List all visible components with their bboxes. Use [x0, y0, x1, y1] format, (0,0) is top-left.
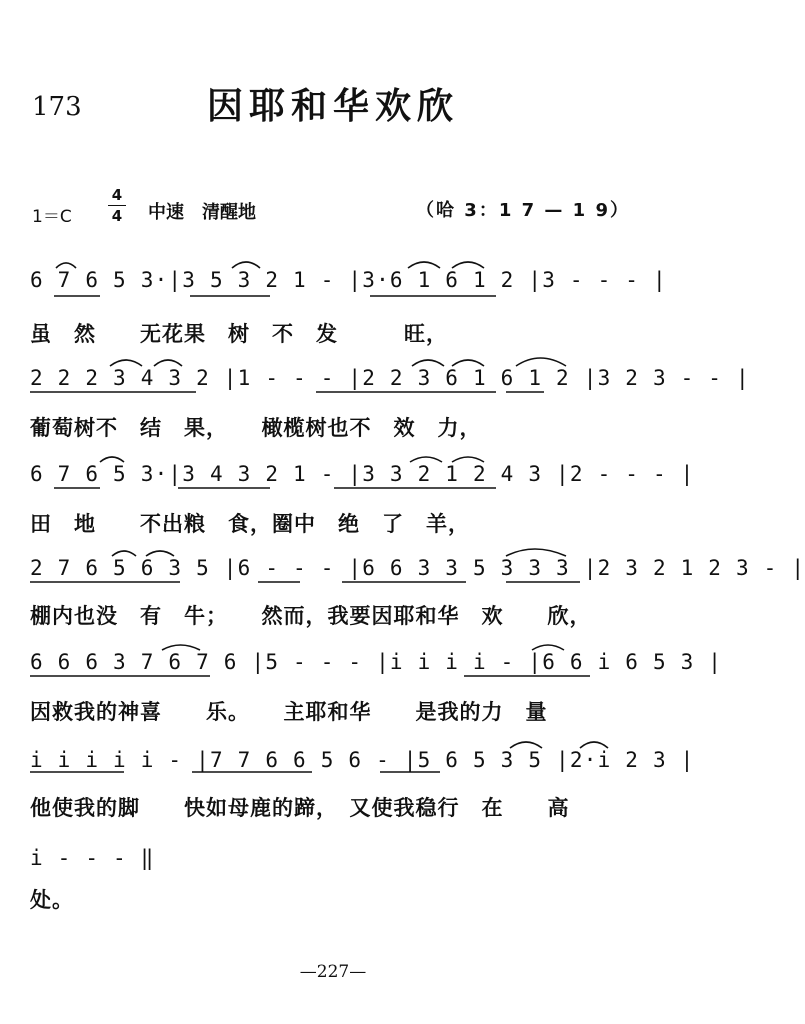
slur-mark: [452, 457, 484, 462]
slur-mark: [408, 262, 440, 268]
slur-mark: [410, 457, 442, 462]
page-title: 因耶和华欢欣: [206, 86, 459, 127]
notes-line-4: 2 7 6 5 6 3 5 |6 - - - |6 6 3 3 5 3 3 3 |2 3 2 1 2 3 - |: [30, 556, 805, 580]
scripture-reference: （哈 3：1 7 — 1 9）: [416, 200, 630, 221]
slur-mark: [516, 358, 566, 366]
slur-mark: [112, 551, 136, 556]
lyrics-line-2: 葡萄树不 结 果， 橄榄树也不 效 力，: [30, 416, 482, 440]
slur-mark: [452, 262, 484, 268]
slur-mark: [532, 645, 564, 650]
meter-top: 4: [111, 186, 123, 204]
slur-mark: [154, 360, 182, 366]
notes-line-6: i i i i i - |7 7 6 6 5 6 - |5 6 5 3 5 |2·i 2 3 |: [30, 748, 695, 772]
key-signature: 1＝C: [32, 207, 72, 227]
slur-mark: [412, 360, 444, 366]
lyrics-line-7: 处。: [30, 888, 74, 912]
lyrics-line-3: 田 地 不出粮 食，圈中 绝 了 羊，: [30, 512, 470, 536]
slur-mark: [162, 645, 200, 650]
tempo-marking: 中速 清醒地: [148, 202, 256, 223]
slur-mark: [510, 742, 542, 748]
slur-mark: [100, 457, 124, 462]
notes-line-3: 6 7 6 5 3·|3 4 3 2 1 - |3 3 2 1 2 4 3 |2 - - - |: [30, 462, 695, 486]
notes-line-2: 2 2 2 3 4 3 2 |1 - - - |2 2 3 6 1 6 1 2 |3 2 3 - - |: [30, 366, 750, 390]
notes-line-5: 6 6 6 3 7 6 7 6 |5 - - - |i i i i - |6 6 i 6 5 3 |: [30, 650, 723, 674]
notes-line-1: 6 7 6 5 3·|3 5 3 2 1 - |3·6 1 6 1 2 |3 - - - |: [30, 268, 667, 292]
lyrics-line-1: 虽 然 无花果 树 不 发 旺，: [30, 322, 448, 346]
slur-mark: [232, 262, 260, 268]
slur-mark: [110, 360, 142, 366]
lyrics-line-6: 他使我的脚 快如母鹿的蹄， 又使我稳行 在 高: [30, 796, 570, 820]
slur-mark: [56, 263, 76, 268]
song-number: 173: [32, 92, 82, 122]
slur-mark: [146, 551, 174, 556]
slur-mark: [452, 360, 484, 366]
page-number: —227—: [299, 962, 367, 982]
meter-bottom: 4: [111, 207, 123, 225]
notes-line-7: i - - - ‖: [30, 846, 155, 870]
lyrics-line-5: 因救我的神喜 乐。 主耶和华 是我的力 量: [30, 700, 548, 724]
lyrics-line-4: 棚内也没 有 牛； 然而，我要因耶和华 欢 欣，: [30, 604, 592, 628]
slur-mark: [506, 549, 566, 556]
slur-mark: [580, 742, 608, 748]
